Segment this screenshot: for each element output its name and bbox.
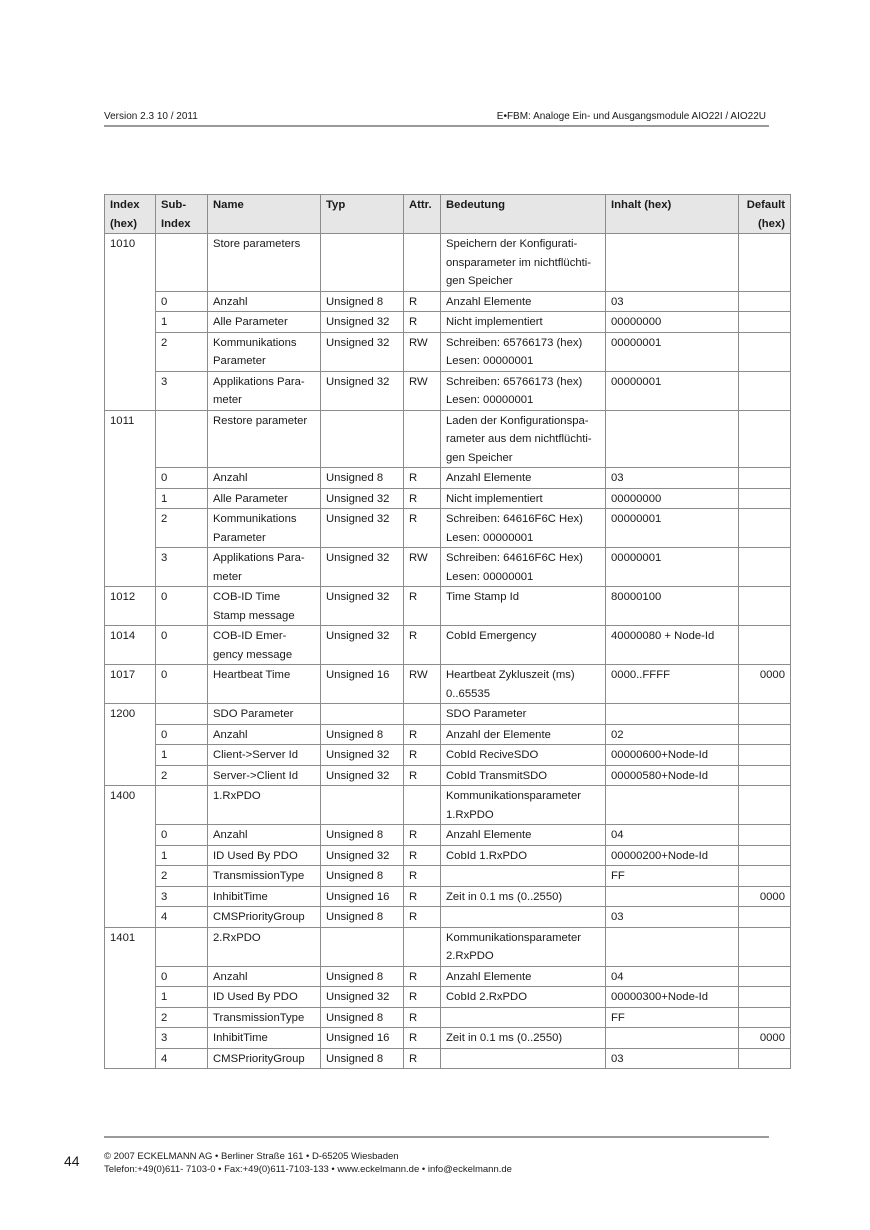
cell-subindex: 3 [156,548,208,587]
cell-inhalt: 00000001 [606,371,739,410]
cell-typ: Unsigned 32 [321,626,404,665]
cell-default [739,1007,791,1028]
cell-default [739,488,791,509]
cell-subindex: 1 [156,987,208,1008]
cell-subindex [156,704,208,725]
cell-inhalt: 04 [606,966,739,987]
cell-inhalt: 00000001 [606,548,739,587]
cell-bedeutung [441,1048,606,1069]
cell-name: Applikations Para- meter [208,371,321,410]
cell-typ: Unsigned 32 [321,548,404,587]
cell-typ [321,927,404,966]
cell-attr: R [404,488,441,509]
table-row [105,509,791,548]
cell-inhalt: 04 [606,825,739,846]
cell-typ: Unsigned 8 [321,724,404,745]
cell-default [739,548,791,587]
cell-bedeutung: Schreiben: 65766173 (hex) Lesen: 00000001 [441,371,606,410]
col-header-subindex: Sub- Index [156,195,208,234]
cell-default [739,332,791,371]
cell-attr: R [404,907,441,928]
footer-contact: Telefon:+49(0)611- 7103-0 • Fax:+49(0)611-7103-133 • www.eckelmann.de • info@eckelmann.de [104,1164,512,1175]
table-row [105,665,791,704]
cell-inhalt: 03 [606,291,739,312]
cell-default [739,845,791,866]
cell-name: COB-ID Emer- gency message [208,626,321,665]
cell-inhalt: 00000300+Node-Id [606,987,739,1008]
cell-bedeutung [441,866,606,887]
cell-subindex: 0 [156,468,208,489]
cell-typ: Unsigned 8 [321,825,404,846]
cell-name: TransmissionType [208,1007,321,1028]
cell-attr: R [404,745,441,766]
cell-subindex: 2 [156,765,208,786]
cell-inhalt: FF [606,866,739,887]
cell-subindex: 1 [156,312,208,333]
cell-default [739,987,791,1008]
cell-attr: R [404,1048,441,1069]
table-header-row [105,195,791,234]
cell-bedeutung: Zeit in 0.1 ms (0..2550) [441,886,606,907]
cell-inhalt: 0000..FFFF [606,665,739,704]
cell-attr: R [404,966,441,987]
cell-typ [321,410,404,468]
cell-subindex [156,234,208,292]
col-header-attr: Attr. [404,195,441,234]
cell-attr: R [404,291,441,312]
cell-attr: R [404,509,441,548]
cell-subindex: 4 [156,907,208,928]
cell-typ [321,234,404,292]
cell-attr [404,410,441,468]
cell-bedeutung: Laden der Konfigurationspa- rameter aus dem nichtflüchti- gen Speicher [441,410,606,468]
cell-inhalt: 00000580+Node-Id [606,765,739,786]
cell-attr: R [404,866,441,887]
cell-bedeutung: Anzahl der Elemente [441,724,606,745]
cell-subindex: 2 [156,332,208,371]
table-row [105,626,791,665]
cell-default [739,509,791,548]
cell-name: Client->Server Id [208,745,321,766]
cell-subindex: 3 [156,1028,208,1049]
cell-default [739,291,791,312]
cell-attr: R [404,1028,441,1049]
table-body [105,234,791,1069]
cell-bedeutung: CobId 1.RxPDO [441,845,606,866]
cell-bedeutung: Anzahl Elemente [441,966,606,987]
table-row [105,587,791,626]
cell-attr: R [404,886,441,907]
cell-default [739,587,791,626]
cell-attr [404,927,441,966]
cell-inhalt: 40000080 + Node-Id [606,626,739,665]
cell-subindex: 0 [156,966,208,987]
cell-inhalt [606,786,739,825]
cell-inhalt: 80000100 [606,587,739,626]
header-rule [104,125,769,127]
cell-typ: Unsigned 32 [321,312,404,333]
cell-attr: R [404,312,441,333]
cell-name: InhibitTime [208,886,321,907]
col-header-default: Default (hex) [739,195,791,234]
cell-typ: Unsigned 32 [321,509,404,548]
cell-default [739,468,791,489]
cell-bedeutung: CobId TransmitSDO [441,765,606,786]
table-row [105,234,791,292]
cell-typ: Unsigned 16 [321,665,404,704]
cell-name: Anzahl [208,468,321,489]
cell-name: Kommunikations Parameter [208,332,321,371]
table-row [105,332,791,371]
cell-subindex: 0 [156,587,208,626]
cell-attr: R [404,724,441,745]
cell-bedeutung: Speichern der Konfigurati- onsparameter im nichtflüchti- gen Speicher [441,234,606,292]
cell-typ: Unsigned 32 [321,765,404,786]
cell-inhalt: FF [606,1007,739,1028]
cell-attr: R [404,1007,441,1028]
cell-name: Anzahl [208,966,321,987]
cell-inhalt: 03 [606,1048,739,1069]
cell-attr: R [404,765,441,786]
cell-name: Restore parameter [208,410,321,468]
cell-default [739,927,791,966]
cell-default [739,371,791,410]
cell-default: 0000 [739,886,791,907]
cell-inhalt: 00000001 [606,332,739,371]
cell-default [739,825,791,846]
cell-index: 1011 [105,410,156,587]
col-header-name: Name [208,195,321,234]
cell-name: Alle Parameter [208,488,321,509]
table-row [105,371,791,410]
cell-typ: Unsigned 32 [321,371,404,410]
cell-attr [404,786,441,825]
cell-default [739,234,791,292]
col-header-inhalt: Inhalt (hex) [606,195,739,234]
cell-bedeutung: Nicht implementiert [441,312,606,333]
cell-index: 1010 [105,234,156,411]
cell-bedeutung: Anzahl Elemente [441,825,606,846]
table-row [105,886,791,907]
cell-index: 1401 [105,927,156,1069]
table-row [105,786,791,825]
cell-name: Anzahl [208,291,321,312]
cell-inhalt [606,886,739,907]
cell-inhalt [606,234,739,292]
cell-name: 2.RxPDO [208,927,321,966]
cell-inhalt [606,1028,739,1049]
table-row [105,745,791,766]
cell-inhalt: 02 [606,724,739,745]
cell-name: SDO Parameter [208,704,321,725]
table-row [105,987,791,1008]
cell-subindex: 2 [156,866,208,887]
cell-name: ID Used By PDO [208,845,321,866]
object-dictionary-table [104,194,791,1069]
cell-index: 1200 [105,704,156,786]
cell-subindex [156,410,208,468]
cell-attr: R [404,825,441,846]
cell-name: CMSPriorityGroup [208,1048,321,1069]
cell-name: Anzahl [208,825,321,846]
cell-inhalt: 00000000 [606,488,739,509]
cell-bedeutung: Schreiben: 65766173 (hex) Lesen: 00000001 [441,332,606,371]
cell-default [739,704,791,725]
cell-typ: Unsigned 32 [321,587,404,626]
cell-typ: Unsigned 32 [321,488,404,509]
table-row [105,845,791,866]
cell-attr: R [404,987,441,1008]
cell-attr: RW [404,332,441,371]
cell-subindex: 4 [156,1048,208,1069]
cell-name: TransmissionType [208,866,321,887]
table-row [105,966,791,987]
cell-bedeutung: Time Stamp Id [441,587,606,626]
cell-name: ID Used By PDO [208,987,321,1008]
cell-bedeutung: Kommunikationsparameter 2.RxPDO [441,927,606,966]
cell-typ: Unsigned 32 [321,332,404,371]
cell-typ: Unsigned 32 [321,845,404,866]
col-header-bedeutung: Bedeutung [441,195,606,234]
cell-attr [404,704,441,725]
cell-index: 1014 [105,626,156,665]
cell-name: 1.RxPDO [208,786,321,825]
cell-default [739,724,791,745]
table-row [105,312,791,333]
cell-typ: Unsigned 32 [321,745,404,766]
cell-subindex: 0 [156,626,208,665]
cell-bedeutung: Anzahl Elemente [441,291,606,312]
cell-inhalt: 00000001 [606,509,739,548]
cell-name: Anzahl [208,724,321,745]
cell-typ: Unsigned 8 [321,966,404,987]
cell-subindex: 0 [156,665,208,704]
cell-bedeutung: Kommunikationsparameter 1.RxPDO [441,786,606,825]
cell-typ: Unsigned 8 [321,1048,404,1069]
cell-subindex: 2 [156,1007,208,1028]
cell-name: CMSPriorityGroup [208,907,321,928]
page-number: 44 [64,1153,80,1169]
cell-default [739,1048,791,1069]
table-row [105,291,791,312]
footer-rule [104,1136,769,1138]
cell-default [739,410,791,468]
cell-name: Server->Client Id [208,765,321,786]
cell-default [739,626,791,665]
cell-bedeutung [441,907,606,928]
cell-typ: Unsigned 16 [321,886,404,907]
table-row [105,1007,791,1028]
cell-bedeutung: Nicht implementiert [441,488,606,509]
cell-bedeutung: CobId Emergency [441,626,606,665]
cell-attr: R [404,845,441,866]
table-row [105,825,791,846]
cell-index: 1017 [105,665,156,704]
cell-typ: Unsigned 8 [321,907,404,928]
table-row [105,927,791,966]
cell-name: Store parameters [208,234,321,292]
cell-inhalt: 00000200+Node-Id [606,845,739,866]
cell-attr: R [404,626,441,665]
cell-inhalt [606,704,739,725]
cell-name: Applikations Para- meter [208,548,321,587]
cell-name: COB-ID Time Stamp message [208,587,321,626]
cell-bedeutung: Zeit in 0.1 ms (0..2550) [441,1028,606,1049]
cell-attr: RW [404,371,441,410]
cell-typ [321,704,404,725]
cell-default [739,907,791,928]
cell-index: 1400 [105,786,156,928]
cell-subindex: 0 [156,825,208,846]
cell-attr: R [404,587,441,626]
table-row [105,548,791,587]
cell-name: Alle Parameter [208,312,321,333]
cell-inhalt: 03 [606,468,739,489]
cell-default [739,786,791,825]
cell-inhalt: 03 [606,907,739,928]
header-title: E•FBM: Analoge Ein- und Ausgangsmodule AIO22I / AIO22U [496,111,766,122]
cell-default [739,765,791,786]
cell-subindex: 3 [156,371,208,410]
table-row [105,1048,791,1069]
cell-typ: Unsigned 8 [321,291,404,312]
cell-typ: Unsigned 32 [321,987,404,1008]
cell-name: Heartbeat Time [208,665,321,704]
cell-subindex: 1 [156,745,208,766]
cell-attr [404,234,441,292]
cell-typ: Unsigned 16 [321,1028,404,1049]
cell-default [739,866,791,887]
cell-bedeutung: CobId ReciveSDO [441,745,606,766]
table-row [105,704,791,725]
cell-attr: RW [404,548,441,587]
cell-typ: Unsigned 8 [321,468,404,489]
table-row [105,765,791,786]
cell-default [739,966,791,987]
cell-typ: Unsigned 8 [321,866,404,887]
cell-subindex [156,786,208,825]
cell-subindex: 0 [156,291,208,312]
cell-attr: RW [404,665,441,704]
cell-default [739,312,791,333]
cell-default: 0000 [739,665,791,704]
cell-inhalt: 00000000 [606,312,739,333]
table-row [105,468,791,489]
header-version: Version 2.3 10 / 2011 [104,111,198,122]
cell-typ: Unsigned 8 [321,1007,404,1028]
cell-inhalt [606,927,739,966]
table-row [105,907,791,928]
cell-subindex: 3 [156,886,208,907]
cell-index: 1012 [105,587,156,626]
cell-bedeutung: CobId 2.RxPDO [441,987,606,1008]
cell-bedeutung: Schreiben: 64616F6C Hex) Lesen: 00000001 [441,509,606,548]
cell-typ [321,786,404,825]
cell-bedeutung: SDO Parameter [441,704,606,725]
cell-name: InhibitTime [208,1028,321,1049]
cell-subindex: 2 [156,509,208,548]
cell-subindex: 1 [156,845,208,866]
cell-name: Kommunikations Parameter [208,509,321,548]
cell-attr: R [404,468,441,489]
col-header-typ: Typ [321,195,404,234]
cell-bedeutung: Anzahl Elemente [441,468,606,489]
footer-address: © 2007 ECKELMANN AG • Berliner Straße 161 • D-65205 Wiesbaden [104,1151,399,1162]
table-row [105,866,791,887]
cell-inhalt [606,410,739,468]
cell-bedeutung [441,1007,606,1028]
cell-default [739,745,791,766]
table-row [105,724,791,745]
cell-subindex [156,927,208,966]
cell-default: 0000 [739,1028,791,1049]
cell-bedeutung: Schreiben: 64616F6C Hex) Lesen: 00000001 [441,548,606,587]
cell-inhalt: 00000600+Node-Id [606,745,739,766]
col-header-index: Index (hex) [105,195,156,234]
table-row [105,488,791,509]
cell-bedeutung: Heartbeat Zykluszeit (ms) 0..65535 [441,665,606,704]
cell-subindex: 0 [156,724,208,745]
table-row [105,1028,791,1049]
table-row [105,410,791,468]
cell-subindex: 1 [156,488,208,509]
